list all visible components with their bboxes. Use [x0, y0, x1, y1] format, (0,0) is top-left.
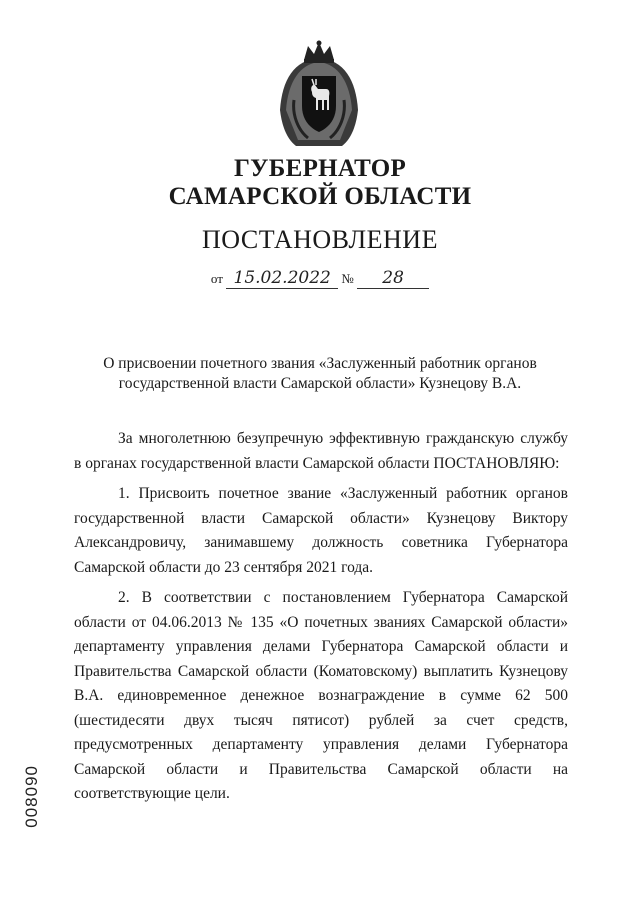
paragraph-item-1: 1. Присвоить почетное звание «Заслуженный работник органов государственной власти Самарской области» Кузнецову Виктору Александровичу, занимавшему должность советника Губернатора Самарской области до 23 сентября 2021 года. [74, 485, 568, 576]
document-subject [95, 354, 545, 394]
number-prefix: № [341, 271, 354, 286]
date-number-line [0, 268, 640, 289]
coat-of-arms-icon [274, 40, 364, 150]
document-body [74, 427, 568, 807]
registry-stamp-number: 008090 [22, 765, 41, 828]
issuer-title-line1: ГУБЕРНАТОР [233, 155, 407, 182]
subject-line1: О присвоении почетного звания «Заслуженный работник органов [103, 355, 537, 372]
paragraph-item-2: 2. В соответствии с постановлением Губернатора Самарской области от 04.06.2013 № 135 «О почетных званиях Самарской области» департаменту управления делами Губернатора Самарской области и Правительства Самарской области (Коматовскому) выплатить Кузнецову В.А. единовременное денежное вознаграждение в сумме 62 500 (шестидесяти двух тысяч пятисот) рублей за счет средств, предусмотренных департаменту управления делами Губернатора Самарской области и Правительства Самарской области на соответствующие цели. [74, 589, 568, 802]
preamble-paragraph: За многолетнюю безупречную эффективную гражданскую службу в органах государственной власти Самарской области ПОСТАНОВЛЯЮ: [74, 430, 568, 472]
issuer-title-line2: САМАРСКОЙ ОБЛАСТИ [168, 183, 472, 210]
date-prefix: от [210, 271, 223, 286]
document-date: 15.02.2022 [226, 268, 338, 289]
document-number: 28 [357, 268, 429, 289]
subject-line2: государственной власти Самарской области» Кузнецову В.А. [118, 375, 522, 392]
document-type: ПОСТАНОВЛЕНИЕ [202, 225, 438, 254]
